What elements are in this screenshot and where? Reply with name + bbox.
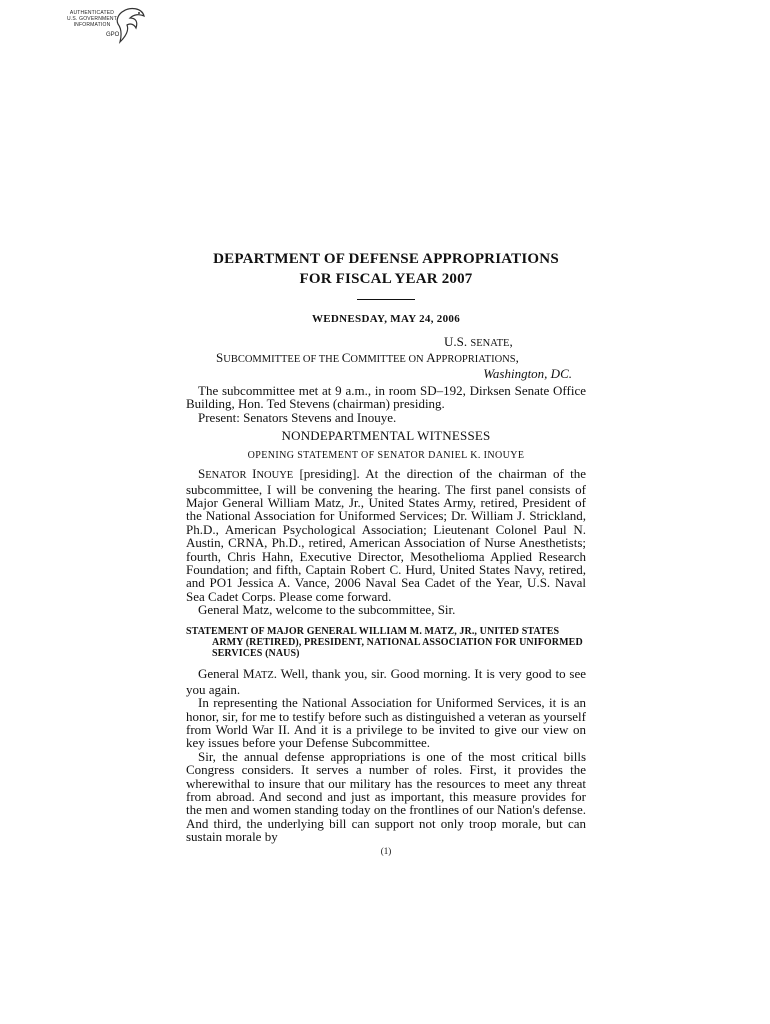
- paragraph: In representing the National Association for Uniformed Services, it is an honor, sir, for me to testify before such as distinguished a veteran as yourself from World War II. And it is a privilege to be invited to give our view on key issues before your Defense Subcommittee.: [186, 695, 586, 751]
- hearing-date: WEDNESDAY, MAY 24, 2006: [312, 313, 460, 325]
- senate-line: U.S. SENATE,: [444, 334, 513, 349]
- gpo-authentication-seal: [62, 6, 146, 46]
- section-heading: NONDEPARTMENTAL WITNESSES: [281, 428, 491, 444]
- speaker-name: SENATOR INOUYE: [198, 466, 294, 482]
- paragraph: General MATZ. Well, thank you, sir. Good morning. It is very good to see you again.: [186, 666, 586, 697]
- page-number: (1): [380, 845, 392, 856]
- seal-gpo-label: GPO: [106, 32, 120, 38]
- senate-header: [186, 335, 586, 381]
- document-page: [186, 249, 586, 856]
- seal-text-line: INFORMATION: [73, 22, 111, 28]
- subsection-heading: OPENING STATEMENT OF SENATOR DANIEL K. INOUYE: [247, 450, 525, 462]
- statement-heading: STATEMENT OF MAJOR GENERAL WILLIAM M. MATZ, JR., UNITED STATES ARMY (RETIRED), PRESIDENT, NATIONAL ASSOCIATION FOR UNIFORMED SERVICES (NAUS): [186, 625, 583, 660]
- paragraph: Sir, the annual defense appropriations is one of the most critical bills Congress considers. It serves a number of roles. First, it provides the wherewithal to insure that our military has the resources to meet any threat from abroad. And second and just as important, this measure provides for the men and women standing today on the frontlines of our Nation's defense. And third, the underlying bill can support not only troop morale, but can sustain morale by: [186, 748, 586, 845]
- seal-text-line: U.S. GOVERNMENT: [67, 16, 117, 22]
- seal-text-line: AUTHENTICATED: [69, 10, 115, 16]
- paragraph: SENATOR INOUYE [presiding]. At the direction of the chairman of the subcommittee, I will be convening the hearing. The first panel consists of Major General William Matz, Jr., United States Army, retired, President of the National Association for Uniformed Services; Dr. William J. Strickland, Ph.D., American Psychological Association; Lieutenant Colonel Paul N. Austin, CRNA, Ph.D., retired, American Association of Nurse Anesthetists; fourth, Chris Hahn, Executive Director, Mesothelioma Applied Research Foundation; and fifth, Captain Robert C. Hurd, United States Navy, retired, and PO1 Jessica A. Vance, 2006 Naval Sea Cadet of the Year, U.S. Naval Sea Cadet Corps. Please come forward.: [186, 466, 586, 604]
- eagle-icon: [112, 6, 146, 46]
- subcommittee-line: SUBCOMMITTEE OF THE COMMITTEE ON APPROPRIATIONS,: [216, 350, 519, 365]
- title-line: DEPARTMENT OF DEFENSE APPROPRIATIONS: [213, 251, 559, 267]
- paragraph: The subcommittee met at 9 a.m., in room SD–192, Dirksen Senate Office Building, Hon. Ted Stevens (chairman) presiding.: [186, 383, 586, 412]
- page-title: [186, 249, 586, 289]
- paragraph: Present: Senators Stevens and Inouye.: [198, 409, 397, 425]
- location-line: Washington, DC.: [483, 366, 572, 381]
- title-line: FOR FISCAL YEAR 2007: [299, 271, 473, 287]
- title-divider: [357, 299, 415, 300]
- speaker-name: General MATZ: [198, 666, 274, 682]
- paragraph: General Matz, welcome to the subcommittee, Sir.: [198, 602, 456, 618]
